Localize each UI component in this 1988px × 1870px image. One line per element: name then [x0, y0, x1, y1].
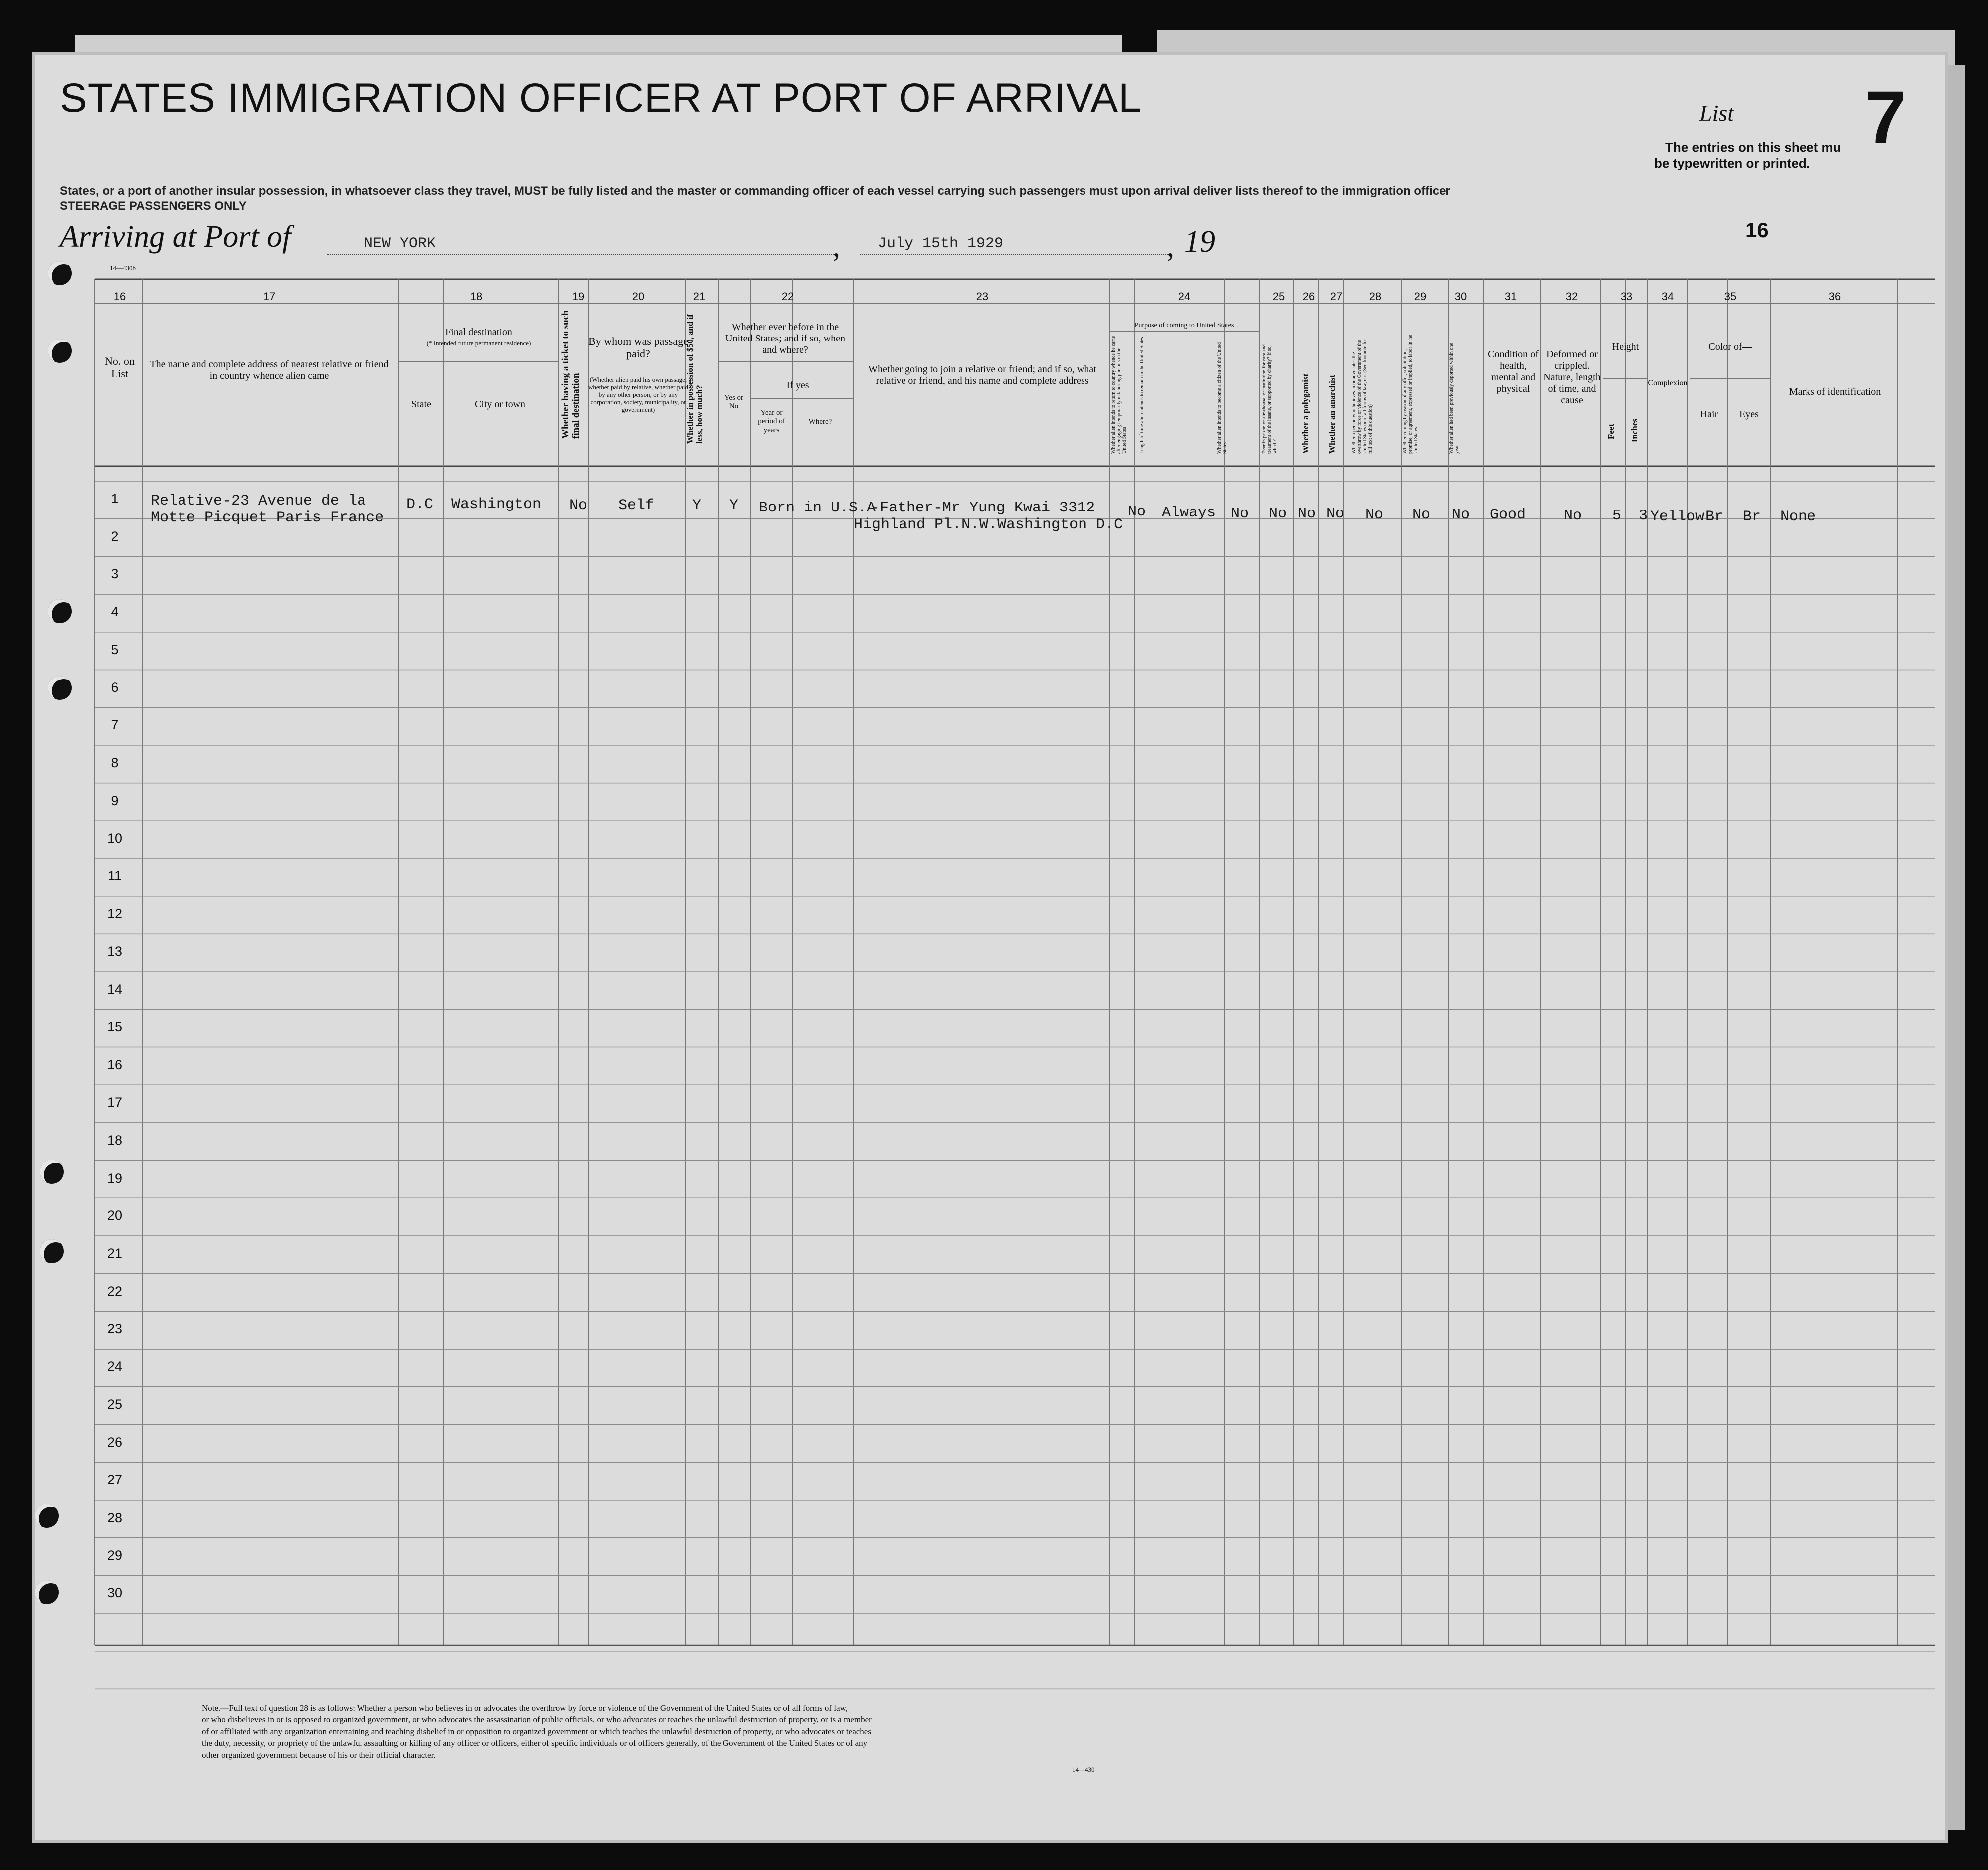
row-number: 18	[107, 1132, 123, 1148]
row-number: 3	[111, 566, 119, 582]
date-underline	[860, 254, 1169, 255]
column-number: 33	[1620, 290, 1633, 303]
header-if-yes: If yes—	[786, 380, 819, 391]
row-number: 15	[107, 1019, 123, 1034]
row-number: 27	[107, 1472, 123, 1488]
header-no-on-list: No. on List	[105, 355, 135, 380]
row-number: 13	[107, 944, 123, 959]
entry-prison: No	[1269, 506, 1287, 522]
column-number: 34	[1661, 290, 1674, 303]
year-prefix: 19	[1184, 225, 1215, 259]
column-number: 26	[1302, 290, 1315, 303]
header-inches: Inches	[1630, 419, 1639, 443]
column-number: 29	[1414, 290, 1427, 303]
punch-hole	[35, 1504, 59, 1528]
header-anarchist: Whether an anarchist	[1327, 374, 1337, 454]
header-ticket: Whether having a ticket to such final destination	[560, 310, 581, 439]
header-purpose: Purpose of coming to United States	[1134, 322, 1234, 329]
header-city: City or town	[474, 399, 526, 410]
entry-labor-offer: No	[1412, 507, 1431, 523]
row-number: 6	[111, 680, 119, 695]
footnote-line: or who disbelieves in or is opposed to organized government, or who advocates the assassination of public officials, or who advocates or teaches the unlawful destruction of property, or is a member	[202, 1715, 872, 1725]
column-number: 24	[1178, 290, 1191, 303]
header-return: Whether alien intends to return to country whence he came after engaging temporarily in laboring pursuits in the United States	[1111, 336, 1127, 454]
row-number: 9	[111, 793, 119, 808]
footnote-line: other organized government because of his or their official character.	[202, 1750, 436, 1760]
row-number: 16	[107, 1057, 123, 1072]
header-marks: Marks of identification	[1789, 386, 1881, 397]
punch-hole	[48, 599, 72, 623]
punch-hole	[40, 1239, 64, 1263]
entry-feet: 5	[1612, 508, 1622, 524]
column-number: 20	[632, 290, 645, 303]
entry-eyes: Br	[1743, 509, 1761, 525]
header-overthrow: Whether a person who believes in or advocates the overthrow by force or violence of the Government of the United States or of all forms of law, etc. (See footnote for full text of this question)	[1351, 339, 1373, 454]
arriving-underline	[327, 254, 835, 255]
punch-hole	[48, 339, 72, 363]
entries-note-2: be typewritten or printed.	[1654, 156, 1810, 170]
row-number: 1	[111, 491, 119, 506]
column-number: 18	[470, 290, 483, 303]
header-complexion: Complexion	[1648, 379, 1688, 387]
entry-state: D.C	[406, 496, 434, 513]
row-number: 7	[111, 717, 119, 733]
row-number: 10	[107, 831, 123, 846]
comma-2: ,	[1167, 230, 1174, 263]
entry-marks: None	[1780, 509, 1816, 525]
row-number: 23	[107, 1321, 123, 1337]
column-number: 22	[781, 290, 794, 303]
column-number: 27	[1330, 290, 1343, 303]
punch-hole	[40, 1160, 64, 1184]
list-label: List	[1699, 100, 1734, 126]
subtitle-line1: States, or a port of another insular possession, in whatsoever class they travel, MUST be fully listed and the master or commanding officer of each vessel carrying such passengers must upon arrival deliver lists thereof to the immigration officer	[60, 184, 1450, 198]
entry-paid-by: Self	[618, 497, 655, 514]
header-polygamist: Whether a polygamist	[1301, 373, 1310, 454]
header-nearest-relative: The name and complete address of nearest relative or friend in country whence alien came	[150, 359, 389, 381]
header-passage-note: (Whether alien paid his own passage, whether paid by relative, whether paid by any other person, or by any corporation, society, municipality, or government)	[588, 376, 688, 413]
entry-inches: 3	[1639, 508, 1648, 524]
row-number: 24	[107, 1359, 123, 1374]
header-hair: Hair	[1700, 409, 1718, 420]
punch-hole	[48, 261, 72, 285]
subtitle-line2: STEERAGE PASSENGERS ONLY	[60, 199, 247, 213]
header-feet: Feet	[1606, 424, 1616, 440]
row-number: 21	[107, 1246, 123, 1261]
entry-relative-line2: Motte Picquet Paris France	[151, 510, 384, 526]
entry-anarchist: No	[1326, 506, 1345, 522]
column-number: 16	[113, 290, 126, 303]
row-number: 28	[107, 1510, 123, 1525]
entry-before-period: Born in U.S.A	[759, 500, 876, 516]
page-title: STATES IMMIGRATION OFFICER AT PORT OF ARRIVAL	[60, 75, 1142, 121]
punch-hole	[48, 676, 72, 700]
header-citizen: Whether alien intends to become a citizen of the United States	[1217, 342, 1228, 454]
entry-city: Washington	[451, 496, 542, 513]
row-number: 14	[107, 982, 123, 997]
header-length: Length of time alien intends to remain in the United States	[1139, 337, 1145, 454]
footnote-line: of or affiliated with any organization entertaining and teaching disbelief in or opposition to organized government or which teaches the unlawful destruction of property, or who advocates or teaches	[202, 1726, 871, 1736]
column-number: 32	[1565, 290, 1578, 303]
row-number: 25	[107, 1396, 123, 1412]
header-deformed: Deformed or crippled. Nature, length of time, and cause	[1543, 349, 1601, 406]
entry-polygamist: No	[1298, 506, 1316, 522]
form-code-bottom: 14—430	[1072, 1766, 1095, 1773]
arriving-label: Arriving at Port of	[60, 220, 291, 254]
port-value: NEW YORK	[364, 235, 436, 252]
row-number: 4	[111, 604, 119, 620]
row-number: 29	[107, 1547, 123, 1563]
entry-ticket: No	[569, 497, 588, 514]
header-prison: Ever in prison or almshouse, or institution for care and treatment of the insane, or supported by charity? If so, which?	[1262, 344, 1278, 454]
entry-overthrow: No	[1365, 507, 1384, 523]
header-final-destination: Final destination	[445, 327, 512, 338]
column-number: 28	[1369, 290, 1382, 303]
comma-1: ,	[833, 230, 840, 263]
entry-deported: No	[1452, 507, 1470, 523]
row-number: 17	[107, 1095, 123, 1110]
list-number: 7	[1865, 75, 1907, 159]
header-where: Where?	[808, 418, 832, 426]
header-state: State	[411, 399, 431, 410]
row-number: 12	[107, 906, 123, 921]
column-number: 31	[1504, 290, 1517, 303]
entry-deformed: No	[1564, 508, 1582, 524]
header-before-in-us: Whether ever before in the United States; and if so, when and where?	[725, 322, 845, 355]
punch-hole	[35, 1580, 59, 1604]
row-number: 2	[111, 528, 119, 544]
column-number: 30	[1454, 290, 1467, 303]
column-number: 25	[1272, 290, 1285, 303]
entry-join-line2: Highland Pl.N.W.Washington D.C	[854, 516, 1123, 533]
entry-relative-line1: Relative-23 Avenue de la	[151, 493, 366, 510]
entries-note-1: The entries on this sheet mu	[1665, 140, 1841, 155]
header-money: Whether in possession of $50, and if less, how much?	[685, 314, 704, 444]
header-yes-no: Yes or No	[724, 394, 744, 411]
row-number: 22	[107, 1283, 123, 1299]
entry-health: Good	[1490, 507, 1526, 523]
header-eyes: Eyes	[1739, 409, 1759, 420]
row-number: 20	[107, 1208, 123, 1223]
header-period: Year or period of years	[758, 409, 785, 434]
form-code-top: 14—430b	[110, 264, 136, 272]
entry-complexion: Yellow	[1650, 509, 1705, 525]
column-number: 19	[572, 290, 585, 303]
column-number: 36	[1828, 290, 1841, 303]
header-height: Height	[1612, 341, 1639, 352]
row-number: 8	[111, 755, 119, 770]
date-value: July 15th 1929	[878, 235, 1004, 252]
ruled-grid	[35, 55, 1945, 1840]
entry-money: Y	[692, 497, 702, 514]
column-number: 23	[976, 290, 989, 303]
column-number: 35	[1724, 290, 1737, 303]
header-color-of: Color of—	[1708, 341, 1752, 352]
header-health: Condition of health, mental and physical	[1488, 349, 1539, 394]
header-passage-paid: By whom was passage paid?	[588, 335, 688, 360]
entry-length: Always	[1162, 505, 1216, 521]
row-number: 26	[107, 1434, 123, 1450]
entry-before-yes-no: Y	[729, 497, 739, 514]
column-number: 21	[693, 290, 706, 303]
row-number: 19	[107, 1170, 123, 1186]
row-number: 30	[107, 1585, 123, 1601]
header-join-relative: Whether going to join a relative or friend; and if so, what relative or friend, and his name and complete address	[868, 364, 1096, 386]
row-number: 5	[111, 642, 119, 657]
header-final-destination-note: (* Intended future permanent residence)	[426, 340, 531, 347]
sheet-number: 16	[1745, 218, 1769, 242]
header-labor-offer: Whether coming by reason of any offer, solicitation, promise, or agreement, expressed or implied, to labor in the United States	[1402, 335, 1419, 454]
manifest-sheet	[35, 55, 1945, 1840]
footnote-line: the duty, necessity, or propriety of the unlawful assaulting or killing of any officer or officers, either of specific individuals or of officers generally, of the Government of the United States or of any	[202, 1738, 868, 1748]
header-deported: Whether alien had been previously deported within one year	[1449, 343, 1460, 454]
row-number: 11	[107, 868, 122, 883]
footnote-line: Note.—Full text of question 28 is as follows: Whether a person who believes in or advocates the overthrow by force or violence of the Government of the United States or of all forms of law,	[202, 1703, 848, 1713]
entry-return: No	[1128, 504, 1146, 520]
entry-join-line1: -Father-Mr Yung Kwai 3312	[871, 500, 1095, 516]
entry-citizen: No	[1231, 506, 1249, 522]
entry-hair: Br	[1705, 509, 1724, 525]
footnote	[202, 1702, 1134, 1761]
column-number: 17	[263, 290, 276, 303]
